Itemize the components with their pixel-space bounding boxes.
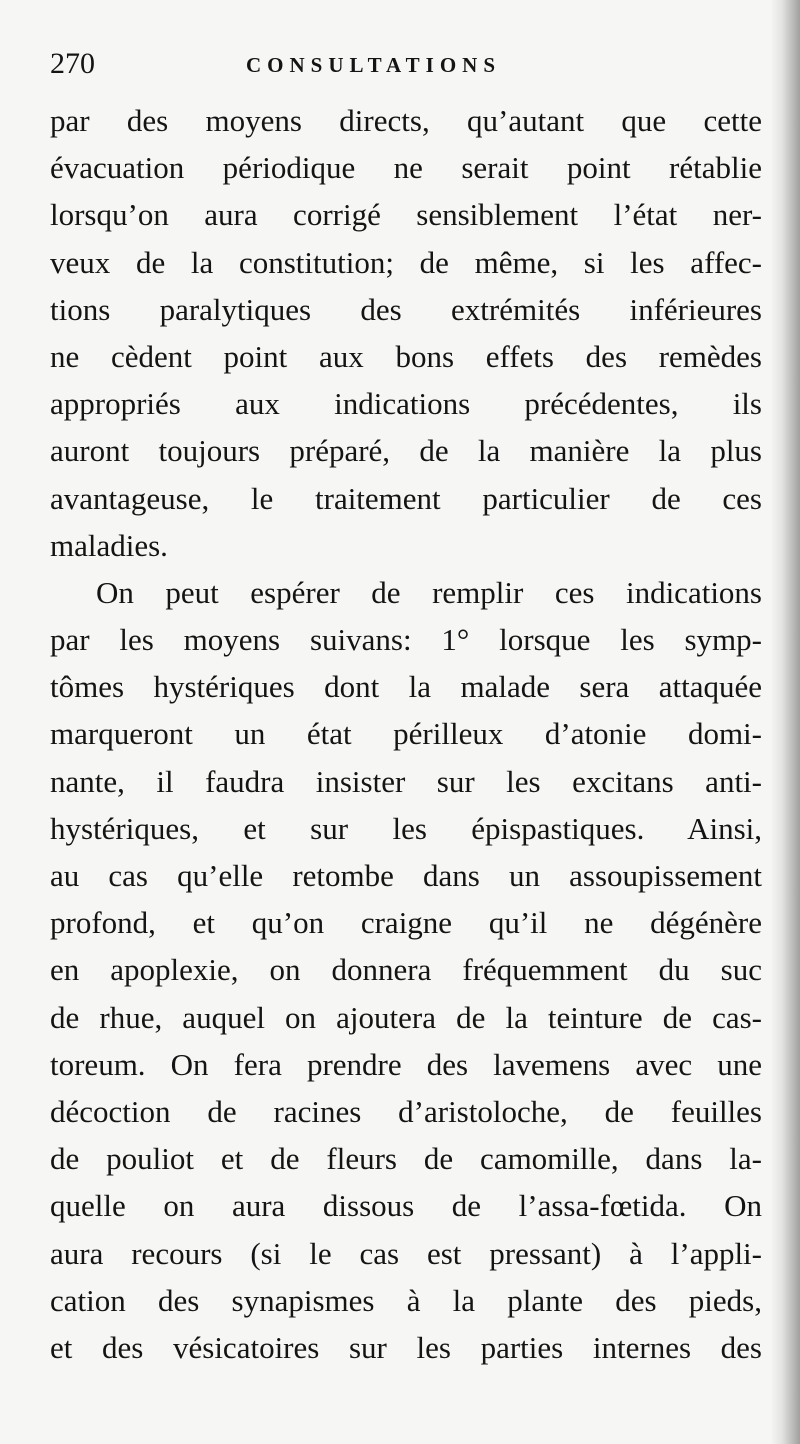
text-line: par les moyens suivans: 1° lorsque les symp- <box>50 622 762 658</box>
text-line: décoction de racines d’aristoloche, de feuilles <box>50 1093 762 1129</box>
text-line: tions paralytiques des extrémités inférieures <box>50 291 762 327</box>
text-line: On peut espérer de remplir ces indications <box>96 574 762 610</box>
text-line: marqueront un état périlleux d’atonie domi- <box>50 716 762 752</box>
text-line: par des moyens directs, qu’autant que cette <box>50 103 762 138</box>
text-line: de pouliot et de fleurs de camomille, dans la- <box>50 1141 762 1177</box>
text-line: au cas qu’elle retombe dans un assoupissement <box>50 858 762 893</box>
text-line: tômes hystériques dont la malade sera attaquée <box>50 669 762 705</box>
running-head: CONSULTATIONS <box>246 53 502 77</box>
text-line: aura recours (si le cas est pressant) à l’appli- <box>50 1235 762 1271</box>
text-line: profond, et qu’on craigne qu’il ne dégénère <box>50 905 762 941</box>
text-line: veux de la constitution; de même, si les affec- <box>50 244 762 280</box>
text-line: appropriés aux indications précédentes, ils <box>50 386 762 422</box>
text-line: de rhue, auquel on ajoutera de la teinture de cas- <box>50 999 762 1035</box>
text-line: maladies. <box>50 527 168 563</box>
text-line: cation des synapismes à la plante des pieds, <box>50 1282 762 1318</box>
text-line: en apoplexie, on donnera fréquemment du suc <box>50 952 762 988</box>
page-edge-shadow <box>770 0 800 1444</box>
text-line: hystériques, et sur les épispastiques. Ainsi, <box>50 810 762 846</box>
text-line: nante, il faudra insister sur les excitans anti- <box>50 763 762 799</box>
text-line: évacuation périodique ne serait point rétablie <box>50 150 762 186</box>
body-text <box>50 97 762 1371</box>
paragraph <box>50 97 762 569</box>
text-line: quelle on aura dissous de l’assa-fœtida. On <box>50 1188 762 1224</box>
paragraph <box>50 569 762 1371</box>
text-line: et des vésicatoires sur les parties internes des <box>50 1329 762 1365</box>
text-line: avantageuse, le traitement particulier de ces <box>50 480 762 516</box>
text-line: toreum. On fera prendre des lavemens avec une <box>50 1046 762 1082</box>
page-number: 270 <box>50 47 95 80</box>
page-header <box>50 44 750 84</box>
text-line: ne cèdent point aux bons effets des remèdes <box>50 338 762 374</box>
text-line: auront toujours préparé, de la manière la plus <box>50 433 762 469</box>
text-line: lorsqu’on aura corrigé sensiblement l’état ner- <box>50 197 762 233</box>
